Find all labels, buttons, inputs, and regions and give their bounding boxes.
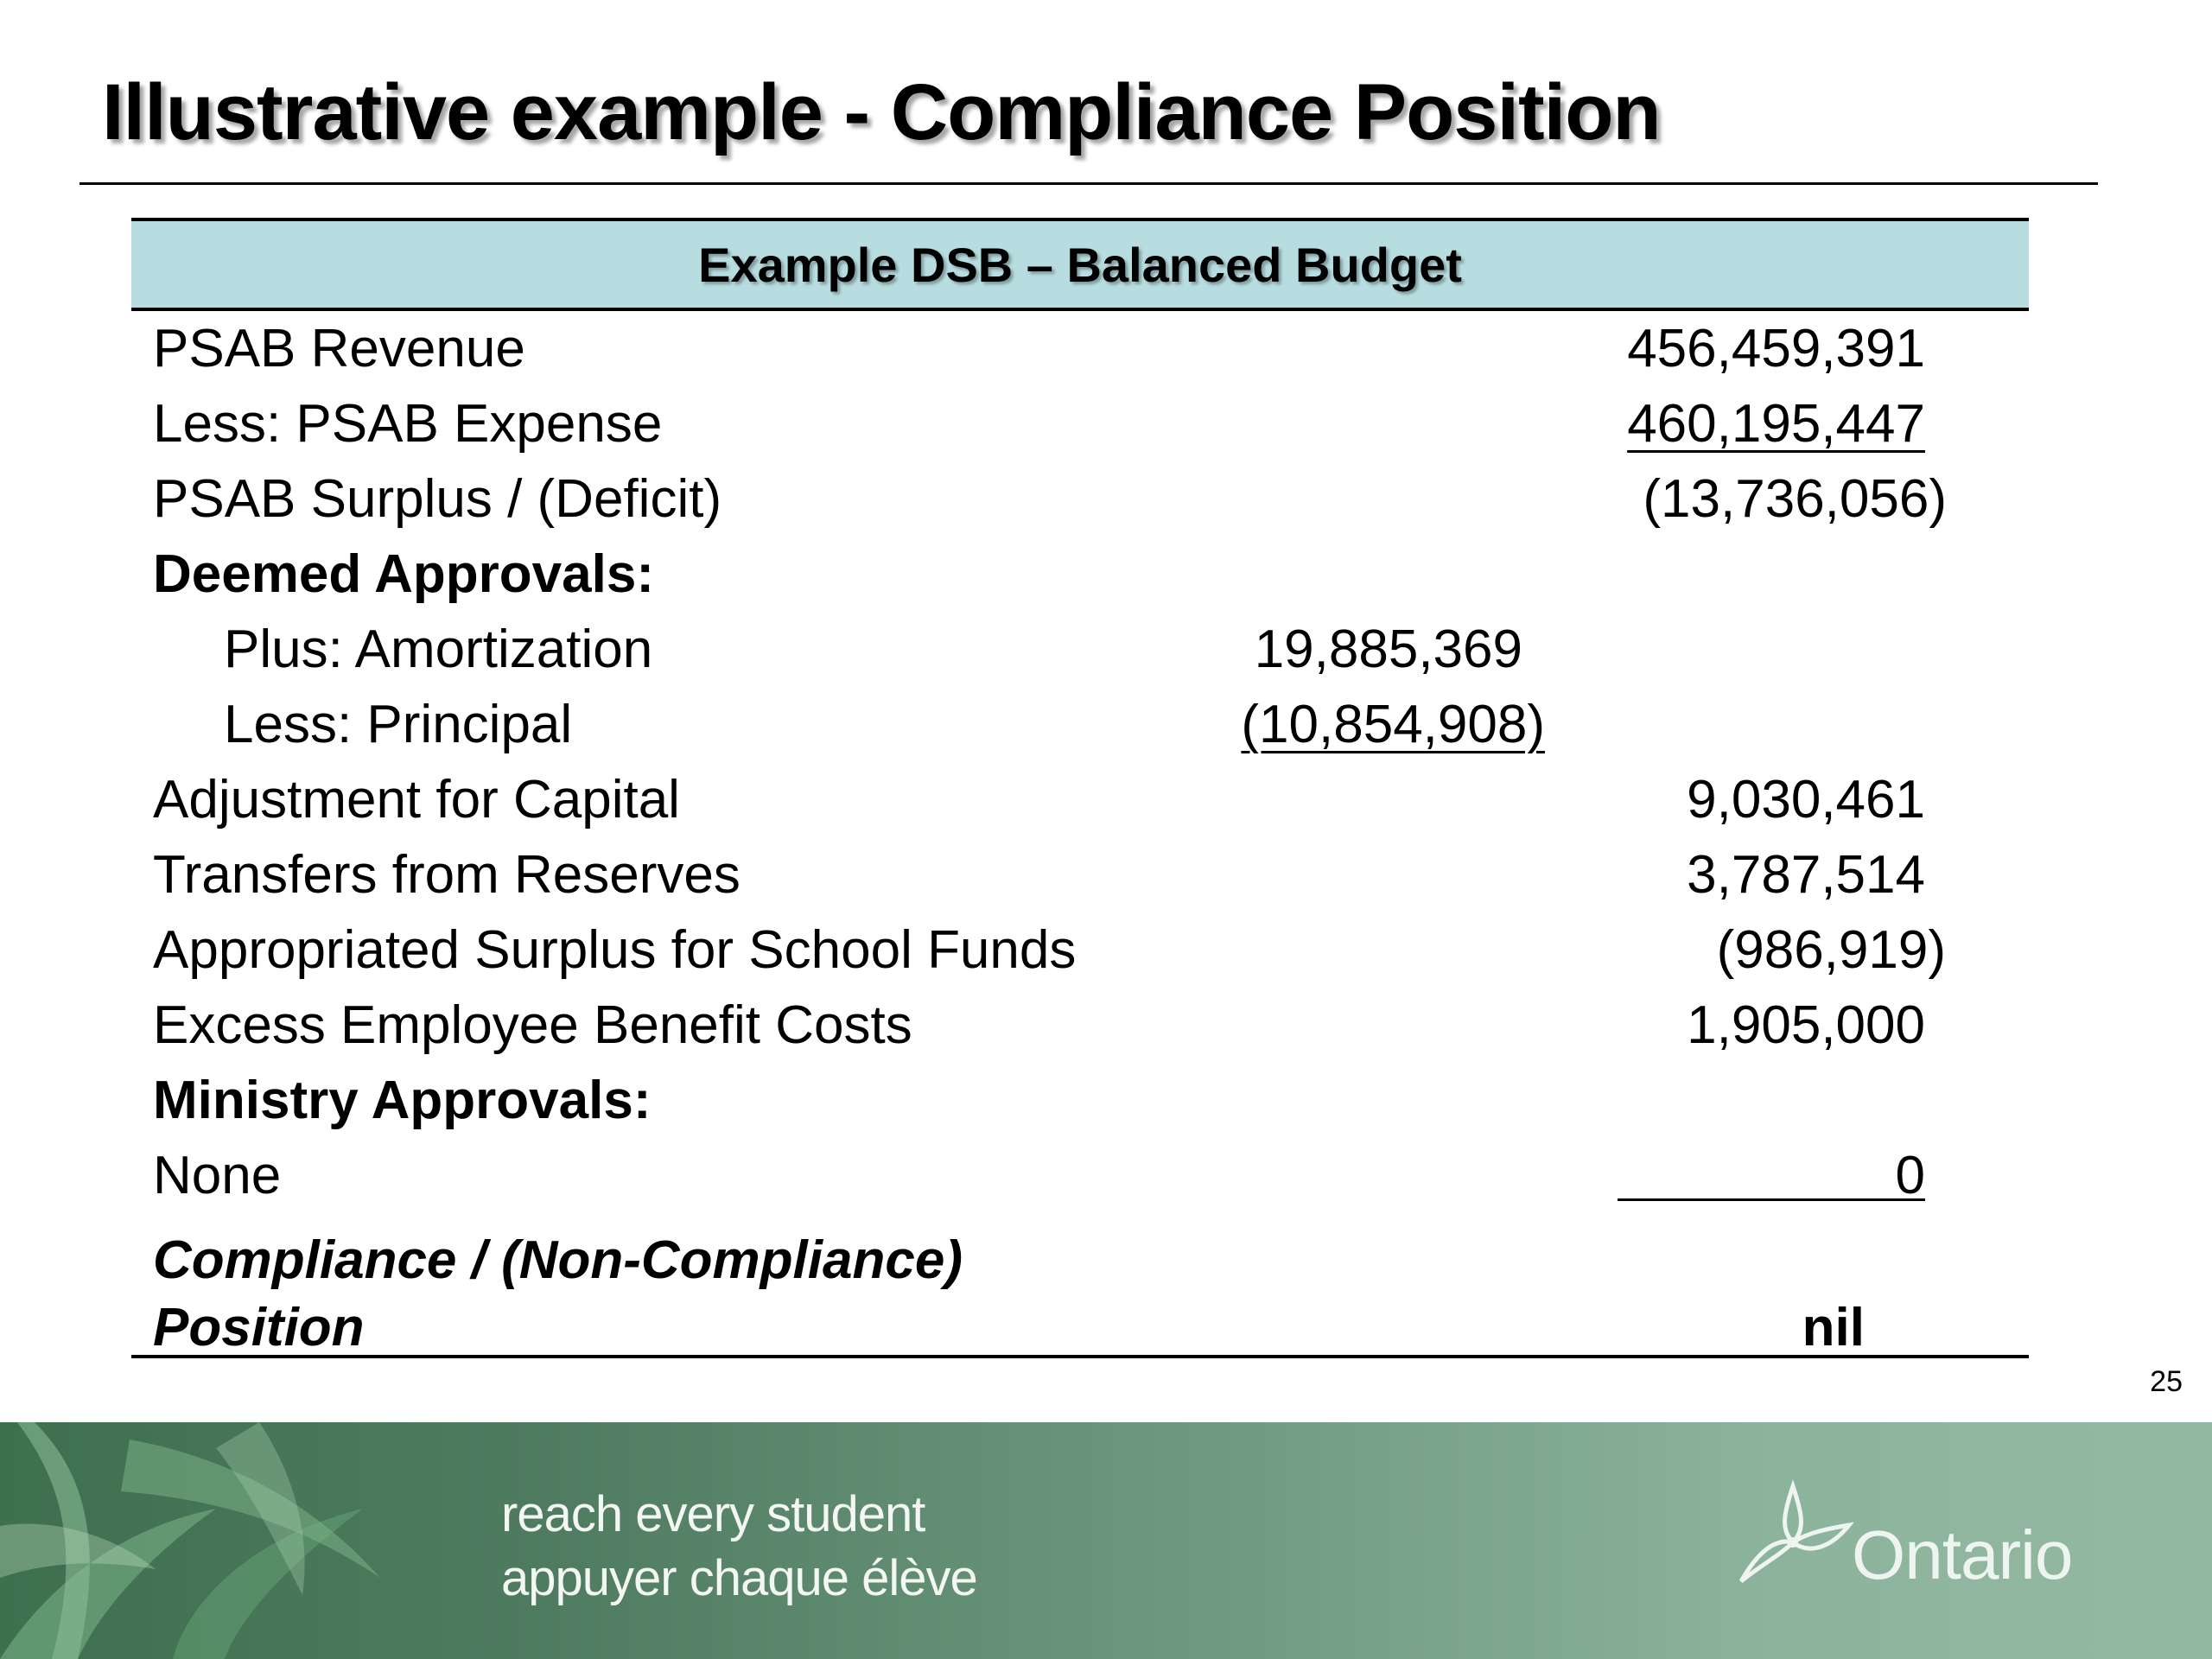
row-value: 1,905,000 [1687,995,1925,1055]
compliance-label-line1: Compliance / (Non-Compliance) [153,1230,963,1290]
row-value: 3,787,514 [1687,845,1925,905]
row-value: 9,030,461 [1687,770,1925,830]
row-subvalue: 19,885,369 [1254,620,1522,679]
row-label: Adjustment for Capital [153,770,680,830]
row-value: 0 [1895,1146,1925,1205]
table-row [131,837,2029,912]
table-header: Example DSB – Balanced Budget [131,218,2029,311]
slide-title: Illustrative example - Compliance Position [102,68,1661,156]
leaf-swirl-icon [0,1422,484,1659]
table-row [131,687,2029,762]
compliance-label [153,1227,963,1362]
compliance-row [131,1213,2029,1355]
total-underline [1618,1198,1925,1201]
ontario-logo [1732,1478,2095,1607]
section-heading: Ministry Approvals: [153,1071,652,1130]
trillium-icon [1732,1478,1853,1599]
row-label: PSAB Surplus / (Deficit) [153,469,722,529]
title-divider [79,182,2098,185]
row-label: Less: Principal [224,695,573,754]
row-label: None [153,1146,282,1205]
table-row [131,1063,2029,1138]
footer-banner [0,1422,2212,1659]
table-row [131,461,2029,537]
row-value: 460,195,447 [1627,394,1925,454]
row-subvalue: (10,854,908) [1241,695,1545,754]
row-label: Transfers from Reserves [153,845,741,905]
table-row [131,988,2029,1063]
row-label: PSAB Revenue [153,319,525,378]
row-label: Less: PSAB Expense [153,394,663,454]
table-row [131,311,2029,386]
row-value: (986,919) [1716,920,1946,980]
table-row [131,762,2029,837]
table-row [131,537,2029,612]
row-value: (13,736,056) [1643,469,1947,529]
tagline-french: appuyer chaque élève [501,1550,977,1606]
tagline [501,1483,977,1611]
compliance-label-line2: Position [153,1298,365,1357]
budget-table [131,218,2029,1358]
table-row [131,912,2029,988]
tagline-english: reach every student [501,1486,925,1542]
page-number: 25 [2150,1365,2183,1398]
row-label: Appropriated Surplus for School Funds [153,920,1077,980]
table-row [131,386,2029,461]
section-heading: Deemed Approvals: [153,544,654,604]
row-label: Plus: Amortization [224,620,653,679]
row-value: 456,459,391 [1627,319,1925,378]
compliance-value: nil [1802,1298,1865,1357]
ontario-wordmark: Ontario [1852,1516,2073,1593]
table-row [131,1138,2029,1213]
table-row [131,612,2029,687]
row-label: Excess Employee Benefit Costs [153,995,912,1055]
